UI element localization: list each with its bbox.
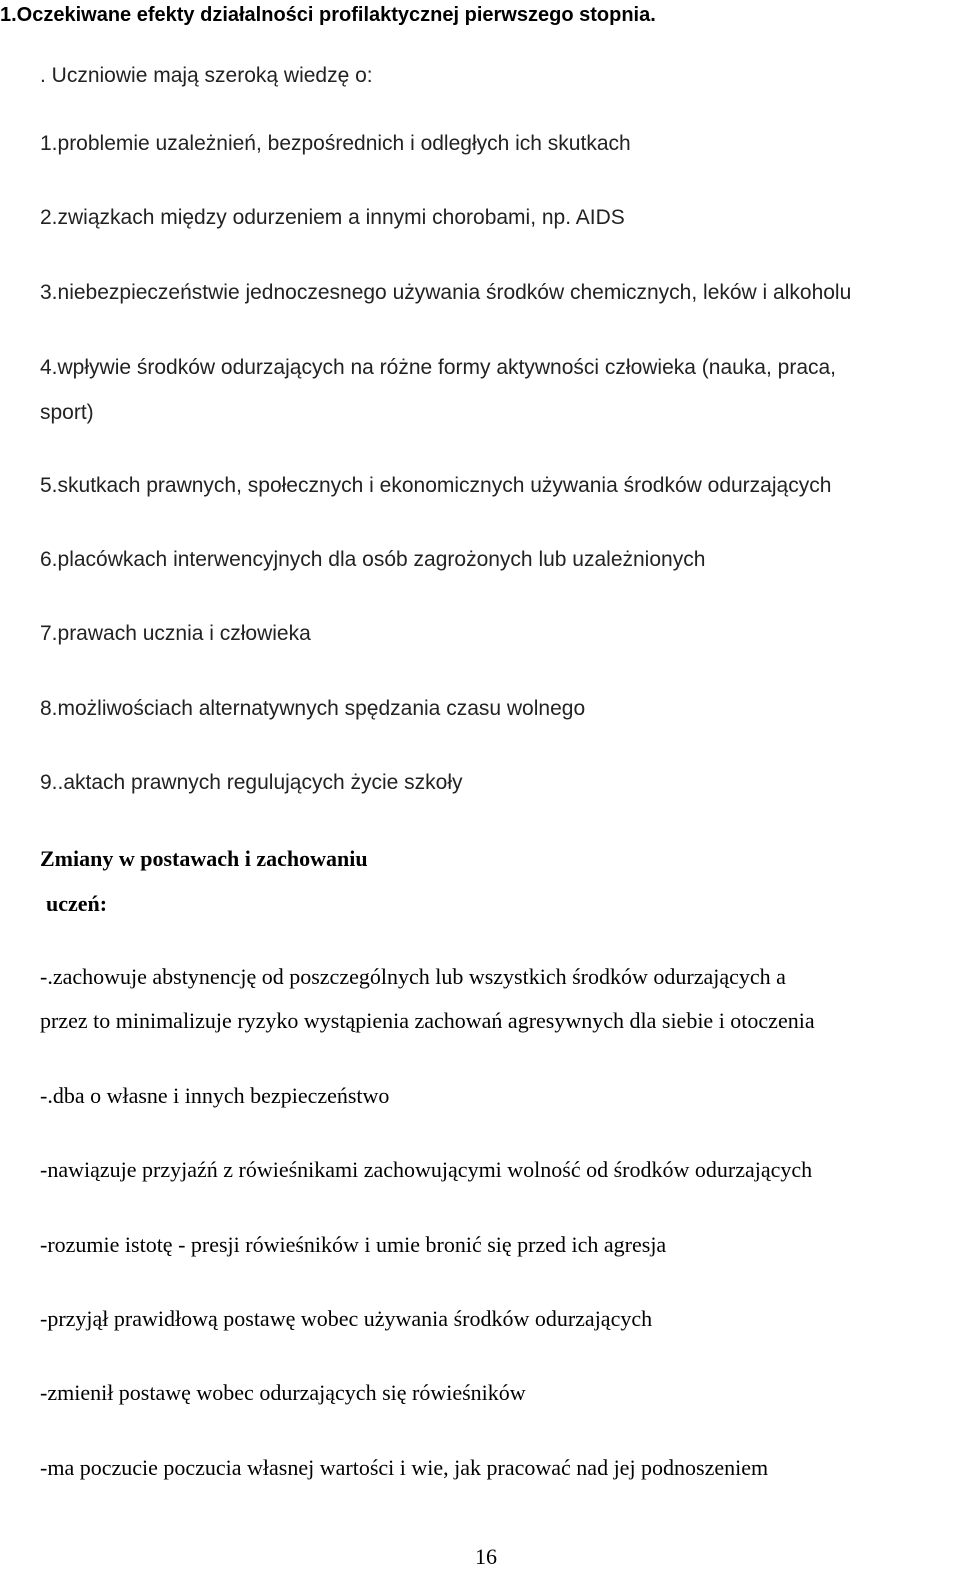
list-item: -.dba o własne i innych bezpieczeństwo	[40, 1083, 390, 1108]
page-number: 16	[475, 1544, 497, 1569]
list-item: -ma poczucie poczucia własnej wartości i wie, jak pracować nad jej podnoszeniem	[40, 1455, 769, 1480]
list-item: -nawiązuje przyjaźń z rówieśnikami zachowującymi wolność od środków odurzających	[40, 1157, 813, 1182]
list-item: -.zachowuje abstynencję od poszczególnych lub wszystkich środków odurzających a	[40, 964, 786, 989]
list-item: 8.możliwościach alternatywnych spędzania czasu wolnego	[40, 697, 586, 720]
list-item: 1.problemie uzależnień, bezpośrednich i odległych ich skutkach	[40, 132, 631, 155]
list-item: 5.skutkach prawnych, społecznych i ekonomicznych używania środków odurzających	[40, 474, 832, 497]
list-item: -przyjął prawidłową postawę wobec używania środków odurzających	[40, 1306, 653, 1331]
list-item: przez to minimalizuje ryzyko wystąpienia zachowań agresywnych dla siebie i otoczenia	[40, 1008, 815, 1033]
list-item: sport)	[40, 401, 94, 424]
list-item: 7.prawach ucznia i człowieka	[40, 622, 311, 645]
student-label: uczeń:	[46, 891, 108, 916]
list-item: -rozumie istotę - presji rówieśników i umie bronić się przed ich agresja	[40, 1232, 667, 1257]
section-title: 1.Oczekiwane efekty działalności profilaktycznej pierwszego stopnia.	[0, 4, 656, 26]
list-item: 6.placówkach interwencyjnych dla osób zagrożonych lub uzależnionych	[40, 548, 706, 571]
list-item: 4.wpływie środków odurzających na różne formy aktywności człowieka (nauka, praca,	[40, 356, 837, 379]
list-item: 2.związkach między odurzeniem a innymi chorobami, np. AIDS	[40, 206, 625, 229]
list-item: -zmienił postawę wobec odurzających się rówieśników	[40, 1380, 526, 1405]
list-item: 3.niebezpieczeństwie jednoczesnego używania środków chemicznych, leków i alkoholu	[40, 281, 852, 304]
attitudes-heading: Zmiany w postawach i zachowaniu	[40, 846, 368, 871]
list-item: 9..aktach prawnych regulujących życie szkoły	[40, 771, 463, 794]
knowledge-intro: . Uczniowie mają szeroką wiedzę o:	[40, 64, 373, 87]
